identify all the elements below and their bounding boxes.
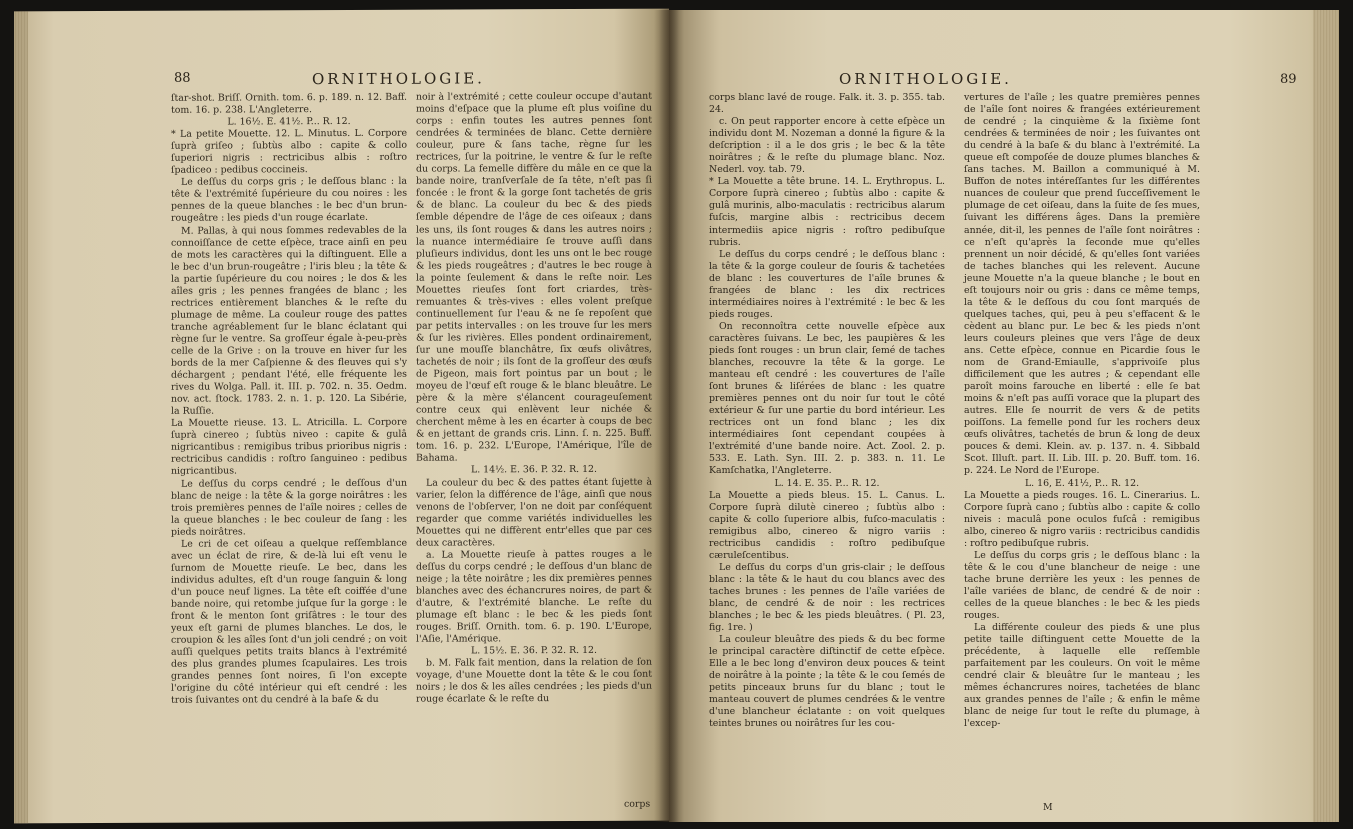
- measurements: L. 16½. E. 41½. P... R. 12.: [227, 116, 351, 128]
- paragraph: La différente couleur des pieds & une plus petite taille diſtinguent cette Mouette de la précédente, à laquelle elle reſſemble parfaitement par les couleurs. On voit le même cendré clair & bleuâtre ſur le manteau ; les mêmes échancrures noires, tachetées de blanc aux grandes pennes de l'aîle ; & enfin le même blanc de neige ſur tout le reſte du plumage, à l'excep-: [964, 622, 1200, 730]
- measurements: L. 14½. E. 36. P. 32. R. 12.: [470, 464, 598, 476]
- left-page: [14, 9, 669, 824]
- left-column-2: [416, 91, 652, 706]
- paragraph: a. La Mouette rieuſe à pattes rouges a le deſſus du corps cendré ; le deſſous d'un blanc de neige ; la tête noirâtre ; les dix premières pennes blanches avec des échancrures noires, de part & d'autre, & l'extrémité blanche. Le reſte du plumage eſt blanc : le bec & les pieds ſont rouges. Briſſ. Ornith. tom. 6. p. 190. L'Europe, l'Aſie, l'Amérique.: [416, 548, 652, 645]
- species-entry-heading: La Mouette a pieds bleus. 15. L. Canus. L. Corpore ſuprà dilutè cinereo ; ſubtùs albo : capite & collo ſuperiore albis, fuſco-maculatis : remigibus albo, cinereo & nigro variis : rectricibus candidis : roſtro pedibuſque cæruleſcentibus.: [709, 489, 945, 561]
- open-book: [14, 10, 1339, 822]
- paragraph: La couleur du bec & des pattes étant ſujette à varier, ſelon la différence de l'âge, ainſi que nous venons de l'obſerver, l'on ne doit par conſéquent regarder que comme variétés individuelles les Mouettes qui ne diffèrent entr'elles que par ces deux caractères.: [416, 476, 652, 549]
- measurements: L. 15½. E. 36. P. 32. R. 12.: [470, 645, 598, 657]
- left-running-head: ORNITHOLOGIE.: [312, 69, 485, 89]
- paragraph: b. M. Falk fait mention, dans la relation de ſon voyage, d'une Mouette dont la tête & le cou ſont noirs ; le dos & les aîles cendrées ; les pieds d'un rouge écarlate & le reſte du: [416, 656, 652, 706]
- right-page-edge: [1313, 10, 1339, 822]
- left-page-edge: [14, 11, 28, 823]
- right-page-number: 89: [1280, 72, 1297, 87]
- paragraph: Le cri de cet oiſeau a quelque reſſemblance avec un éclat de rire, & de-là lui eſt venu le ſurnom de Mouette rieuſe. Le bec, dans les individus adultes, eſt d'un rouge ſanguin & long d'un pouce neuf lignes. La tête eſt coiffée d'une bande noire, qui retombe juſque ſur la gorge : le front & le menton ſont griſâtres : le tour des yeux eſt garni de plumes blanches. Le dos, le croupion & les aîles ſont d'un joli cendré ; on voit auſſi quelques petits traits blancs à l'extrémité des plus grandes plumes ſcapulaires. Les trois grandes pennes ſont noires, ſi l'on excepte l'origine du côté intérieur qui eſt cendré : les trois ſuivantes ont du cendré à la baſe & du: [171, 537, 407, 707]
- right-column-2: [964, 92, 1200, 730]
- paragraph: c. On peut rapporter encore à cette eſpèce un individu dont M. Nozeman a donné la figure & la deſcription : il a le dos gris ; le bec & la tête noirâtres ; & le reſte du plumage blanc. Noz. Nederl. voy. tab. 79.: [709, 116, 945, 176]
- species-entry-heading: La Mouette a pieds rouges. 16. L. Cinerarius. L. Corpore ſuprà cano ; ſubtùs albo : capite & collo niveis : maculâ pone oculos fuſcâ : remigibus albo, cinereo & nigro variis : rectricibus candidis : roſtro pedibuſque rubris.: [964, 489, 1200, 549]
- species-entry-heading: La Mouette rieuse. 13. L. Atricilla. L. Corpore ſuprà cinereo ; ſubtùs niveo : capite & gulâ nigricantibus : remigibus tribus prioribus nigris : rectricibus candidis : roſtro ſanguineo : pedibus nigricantibus.: [171, 416, 407, 478]
- species-entry-heading: * La petite Mouette. 12. L. Minutus. L. Corpore ſuprà griſeo ; ſubtùs albo : capite & collo ſuperiori nigris : rectricibus albis : roſtro ſpadiceo : pedibus coccineis.: [171, 127, 407, 177]
- paragraph: noir à l'extrémité ; cette couleur occupe d'autant moins d'eſpace que la plume eſt plus voiſine du corps : enfin toutes les autres pennes ſont cendrées & terminées de blanc. Cette dernière couleur, pure & ſans tache, règne ſur les rectrices, ſur la poitrine, le ventre & ſur le reſte du corps. La femelle diffère du mâle en ce que la bande noire, tranſverſale de ſa tête, n'eſt pas ſi foncée : le front & la gorge ſont tachetés de gris & de blanc. La couleur du bec & des pieds ſemble dépendre de l'âge de ces oiſeaux ; dans les uns, ils ſont rouges & dans les autres noirs ; la nuance intermédiaire ſe trouve auſſi dans pluſieurs individus, dont les uns ont le bec rouge & les pieds rougeâtres ; d'autres le bec rouge à la pointe ſeulement & dans le reſte noir. Les Mouettes rieuſes ſont fort criardes, très-remuantes & très-vives : elles volent preſque continuellement ſur l'eau & ne ſe repoſent que par petits intervalles : on les trouve ſur les mers & ſur les rivières. Elles pondent ordinairement, ſur une mouſſe blanchâtre, ſix œufs olivâtres, tachetés de noir ; ils ſont de la groſſeur des œufs de Pigeon, mais fort pointus par un bout ; le moyeu de l'œuf eſt rouge & le blanc bleuâtre. Le père & la mère s'élancent courageuſement contre ceux qui enlèvent leur nichée & cherchent même à les en écarter à coups de bec & en jettant de grands cris. Linn. ſ. n. 225. Buff. tom. 16. p. 232. L'Europe, l'Amérique, l'île de Bahama.: [416, 90, 652, 465]
- species-entry-heading: * La Mouette a tête brune. 14. L. Erythropus. L. Corpore ſuprà cinereo ; ſubtùs albo : capite & gulâ murinis, albo-maculatis : rectricibus alarum fuſcis, margine albis : rectricibus decem intermediis apice nigris : roſtro pedibuſque rubris.: [709, 176, 945, 248]
- paragraph: ſtar-shot. Briſſ. Ornith. tom. 6. p. 189. n. 12. Baff. tom. 16. p. 238. L'Angleterre.: [171, 91, 407, 116]
- paragraph: vertures de l'aîle ; les quatre premières pennes de l'aîle ſont noires & frangées extérieurement de cendré ; la cinquième & la ſixième ſont cendrées & terminées de noir ; les ſuivantes ont du cendré à la baſe & du blanc à l'extrémité. La queue eſt compoſée de douze plumes blanches & ſans taches. M. Baillon a communiqué à M. Buffon de notes intéreſſantes ſur les différentes nuances de couleur que prend ſucceſſivement le plumage de cet oiſeau, dans la ſuite de ſes mues, ſuivant les différens âges. Dans la première année, dit-il, les pennes de l'aîle ſont noirâtres : ce n'eſt qu'après la ſeconde mue qu'elles prennent un noir décidé, & qu'elles ſont variées de taches blanches qui les relevent. Aucune jeune Mouette n'a la queue blanche ; le bout en eſt toujours noir ou gris : dans ce même temps, la tête & le deſſous du cou ſont marqués de quelques taches, qui, peu à peu s'effacent & le cèdent au blanc pur. Le bec & les pieds n'ont leurs couleurs pleines que vers l'âge de deux ans. Cette eſpèce, connue en Picardie ſous le nom de Grand-Emiaulle, s'apprivoiſe plus difficilement que les autres ; & cependant elle paroît moins farouche en liberté : elle ſe bat moins & n'eſt pas auſſi vorace que la plupart des autres. Elle ſe nourrit de vers & de petits poiſſons. La femelle pond ſur les rochers deux œufs olivâtres, tachetés de brun & long de deux pouces & demi. Klein. av. p. 137. n. 4. Sibbald Scot. Illuſt. part. II. Lib. III. p. 20. Buff. tom. 16. p. 224. Le Nord de l'Europe.: [964, 92, 1200, 477]
- paragraph: Le deſſus du corps cendré ; le deſſous blanc : la tête & la gorge couleur de ſouris & tachetées de blanc : les couvertures de l'aîle brunes & frangées de blanc : les dix rectrices intermédiaires noires à l'extrémité : le bec & les pieds rouges.: [709, 248, 945, 320]
- right-column-1: [709, 92, 945, 730]
- paragraph: Le deſſus du corps d'un gris-clair ; le deſſous blanc : la tête & le haut du cou blancs avec des taches brunes : les pennes de l'aîle variées de blanc, de cendré & de noir : les rectrices blanches ; le bec & les pieds bleuâtres. ( Pl. 23, fig. 1re. ): [709, 561, 945, 634]
- measurements: L. 14. E. 35. P... R. 12.: [774, 477, 880, 489]
- left-page-number: 88: [174, 70, 191, 86]
- left-column-1: [171, 92, 407, 707]
- catchword: corps: [624, 798, 651, 810]
- paragraph: La couleur bleuâtre des pieds & du bec forme le principal caractère diſtinctif de cette eſpèce. Elle a le bec long d'environ deux pouces & teint de noirâtre à la pointe ; la tête & le cou ſemés de petits pinceaux bruns ſur du blanc ; tout le manteau couvert de plumes cendrées & le ventre d'une blancheur éclatante : on voit quelques teintes brunes ou noirâtres ſur les cou-: [709, 634, 945, 730]
- right-running-head: ORNITHOLOGIE.: [839, 70, 1012, 88]
- paragraph: Le deſſus du corps gris ; le deſſous blanc : la tête & l'extrémité ſupérieure du cou noires : les pennes de la queue blanches : le bec d'un brun-rougeâtre : les pieds d'un rouge écarlate.: [171, 176, 407, 225]
- paragraph: Le deſſus du corps gris ; le deſſous blanc : la tête & le cou d'une blancheur de neige : une tache brune derrière les yeux : les pennes de l'aîle variées de blanc, de cendré & de noir : celles de la queue blanches : le bec & les pieds rouges.: [964, 549, 1200, 622]
- signature-mark: M: [1043, 802, 1053, 813]
- paragraph: corps blanc lavé de rouge. Falk. it. 3. p. 355. tab. 24.: [709, 92, 945, 116]
- paragraph: Le deſſus du corps cendré ; le deſſous d'un blanc de neige : la tête & la gorge noirâtres : les trois premières pennes de l'aîle noires ; celles de la queue blanches : le bec couleur de ſang : les pieds noirâtres.: [171, 477, 407, 538]
- measurements: L. 16, E. 41½, P... R. 12.: [1024, 477, 1140, 489]
- paragraph: On reconnoîtra cette nouvelle eſpèce aux caractères ſuivans. Le bec, les paupières & les pieds ſont rouges : un brun clair, ſemé de taches blanches, recouvre la tête & la gorge. Le manteau eſt cendré : les couvertures de l'aîle ſont brunes & liſérées de blanc : les quatre premières pennes ont du noir ſur tout le côté extérieur & ſur une partie du bord intérieur. Les rectrices ont un fond blanc ; les dix intermédiaires ſont cependant coupées à l'extrémité d'une bande noire. Act. Zool. 2. p. 533. E. Lath. Syn. III. 2. p. 383. n. 11. Le Kamſchatka, l'Angleterre.: [709, 320, 945, 477]
- right-page: [669, 10, 1339, 822]
- paragraph: M. Pallas, à qui nous ſommes redevables de la connoiſſance de cette eſpèce, trace ainſi en peu de mots les caractères qui la diſtinguent. Elle a le bec d'un brun-rougeâtre ; l'iris bleu ; la tête & la partie ſupérieure du cou noires ; le dos & les aîles gris ; les pennes frangées de blanc ; les rectrices entièrement blanches & le reſte du plumage de même. La couleur rouge des pattes tranche agréablement ſur le blanc éclatant qui règne ſur le ventre. Sa groſſeur égale à-peu-près celle de la Grive : on la trouve en hiver ſur les bords de la mer Caſpienne & des fleuves qui s'y déchargent ; pendant l'été, elle fréquente les rives du Wolga. Pall. it. III. p. 702. n. 35. Oedm. nov. act. ſtock. 1783. 2. n. 1. p. 120. La Sibérie, la Ruſſie.: [171, 224, 407, 417]
